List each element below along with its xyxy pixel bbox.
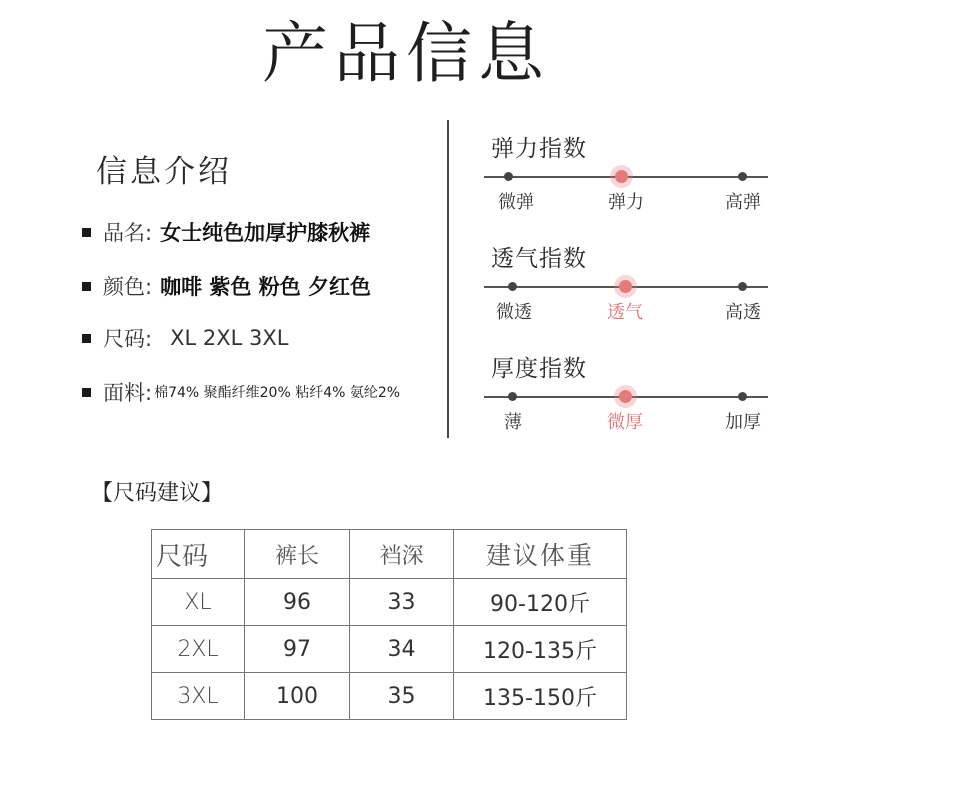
size-table	[151, 529, 627, 720]
table-row	[152, 673, 627, 720]
scale-label: 薄	[504, 412, 522, 433]
scale-label-selected: 透气	[607, 302, 643, 323]
vertical-divider	[447, 120, 449, 438]
scale-dot-selected	[619, 390, 632, 403]
info-label: 颜色:	[103, 275, 153, 299]
info-value: 棉74% 聚酯纤维20% 粘纤4% 氨纶2%	[154, 385, 401, 401]
info-value: XL 2XL 3XL	[170, 326, 289, 350]
table-header-cell: 建议体重	[454, 530, 627, 579]
info-row-size	[82, 323, 288, 353]
table-cell: 135-150斤	[454, 673, 627, 720]
bullet-icon	[82, 228, 91, 237]
elasticity-index-title: 弹力指数	[491, 136, 587, 162]
table-cell: 34	[350, 626, 454, 673]
bullet-icon	[82, 388, 91, 397]
bullet-icon	[82, 282, 91, 291]
bullet-icon	[82, 334, 91, 343]
scale-dot-selected	[615, 170, 628, 183]
scale-label: 高透	[725, 302, 761, 323]
thickness-index-title: 厚度指数	[491, 356, 587, 382]
scale-label: 微弹	[498, 192, 534, 213]
table-row	[152, 626, 627, 673]
table-cell: XL	[152, 579, 245, 626]
table-cell: 3XL	[152, 673, 245, 720]
scale-label-selected: 微厚	[607, 412, 643, 433]
scale-dot	[738, 282, 747, 291]
table-cell: 97	[245, 626, 350, 673]
breathability-index-title: 透气指数	[491, 246, 587, 272]
table-cell: 2XL	[152, 626, 245, 673]
table-cell: 100	[245, 673, 350, 720]
scale-dot	[738, 392, 747, 401]
table-cell: 33	[350, 579, 454, 626]
info-label: 面料:	[103, 381, 153, 405]
table-cell: 96	[245, 579, 350, 626]
page-title: 产品信息	[262, 15, 550, 92]
table-cell: 35	[350, 673, 454, 720]
scale-label: 加厚	[725, 412, 761, 433]
scale-dot-selected	[619, 280, 632, 293]
info-row-fabric	[82, 377, 400, 407]
table-header-cell: 裤长	[245, 530, 350, 579]
scale-dot	[508, 282, 517, 291]
table-cell: 120-135斤	[454, 626, 627, 673]
size-section-heading: 【尺码建议】	[91, 481, 224, 506]
info-row-color	[82, 271, 371, 301]
scale-dot	[738, 172, 747, 181]
table-cell: 90-120斤	[454, 579, 627, 626]
scale-label: 弹力	[608, 192, 644, 213]
info-row-name	[82, 217, 370, 247]
table-row	[152, 579, 627, 626]
table-header-cell: 裆深	[350, 530, 454, 579]
table-header-cell: 尺码	[152, 530, 245, 579]
info-value: 女士纯色加厚护膝秋裤	[160, 221, 371, 245]
scale-dot	[504, 172, 513, 181]
info-value: 咖啡 紫色 粉色 夕红色	[160, 275, 372, 299]
scale-label: 微透	[496, 302, 532, 323]
info-heading: 信息介绍	[96, 154, 232, 190]
scale-dot	[508, 392, 517, 401]
scale-label: 高弹	[725, 192, 761, 213]
table-header-row	[152, 530, 627, 579]
info-label: 尺码:	[103, 327, 153, 351]
info-label: 品名:	[103, 221, 153, 245]
